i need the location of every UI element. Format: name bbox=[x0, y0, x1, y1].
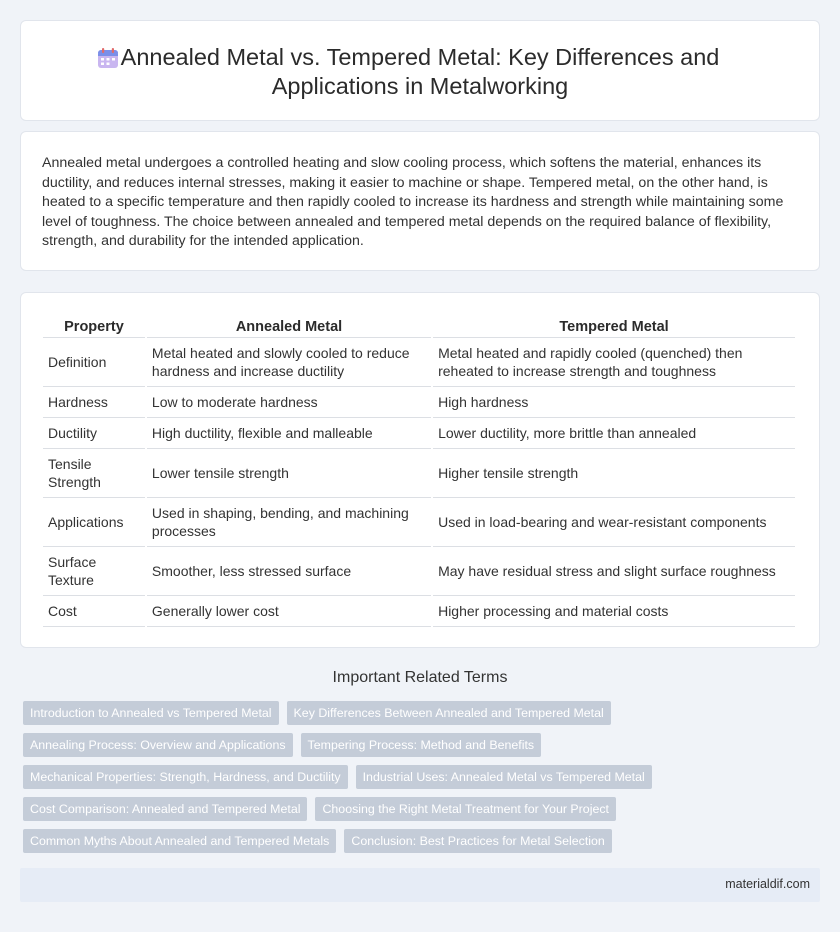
tempered-cell: High hardness bbox=[433, 387, 795, 418]
annealed-cell: Used in shaping, bending, and machining processes bbox=[147, 498, 431, 547]
table-header-row bbox=[43, 311, 795, 338]
related-tag-link[interactable]: Tempering Process: Method and Benefits bbox=[301, 733, 542, 757]
property-cell: Cost bbox=[43, 596, 145, 627]
related-tag-link[interactable]: Industrial Uses: Annealed Metal vs Tempered Metal bbox=[356, 765, 652, 789]
annealed-cell: Smoother, less stressed surface bbox=[147, 547, 431, 596]
related-terms-section bbox=[0, 669, 840, 687]
annealed-cell: Lower tensile strength bbox=[147, 449, 431, 498]
annealed-cell: Generally lower cost bbox=[147, 596, 431, 627]
table-row bbox=[43, 449, 795, 498]
table-row bbox=[43, 418, 795, 449]
related-tag-link[interactable]: Cost Comparison: Annealed and Tempered Metal bbox=[23, 797, 307, 821]
annealed-cell: High ductility, flexible and malleable bbox=[147, 418, 431, 449]
related-tag-link[interactable]: Key Differences Between Annealed and Tempered Metal bbox=[287, 701, 611, 725]
related-tag-link[interactable]: Choosing the Right Metal Treatment for Your Project bbox=[315, 797, 616, 821]
property-cell: Hardness bbox=[43, 387, 145, 418]
related-tag-link[interactable]: Conclusion: Best Practices for Metal Selection bbox=[344, 829, 611, 853]
intro-card bbox=[20, 131, 820, 271]
tempered-cell: Metal heated and rapidly cooled (quenched) then reheated to increase strength and toughness bbox=[433, 338, 795, 387]
tag-row bbox=[23, 829, 823, 853]
tag-row bbox=[23, 797, 823, 821]
related-tags bbox=[23, 701, 823, 861]
property-cell: Tensile Strength bbox=[43, 449, 145, 498]
header-property: Property bbox=[43, 311, 145, 338]
related-terms-title: Important Related Terms bbox=[332, 669, 508, 686]
tag-row bbox=[23, 701, 823, 725]
tempered-cell: May have residual stress and slight surface roughness bbox=[433, 547, 795, 596]
table-row bbox=[43, 596, 795, 627]
comparison-table bbox=[41, 311, 797, 627]
related-tag-link[interactable]: Annealing Process: Overview and Applications bbox=[23, 733, 293, 757]
property-cell: Definition bbox=[43, 338, 145, 387]
page-title: Annealed Metal vs. Tempered Metal: Key Differences and Applications in Metalworking bbox=[120, 44, 720, 99]
comparison-table-card bbox=[20, 292, 820, 648]
tag-row bbox=[23, 733, 823, 757]
table-row bbox=[43, 498, 795, 547]
table-row bbox=[43, 547, 795, 596]
tempered-cell: Higher tensile strength bbox=[433, 449, 795, 498]
tempered-cell: Higher processing and material costs bbox=[433, 596, 795, 627]
intro-paragraph: Annealed metal undergoes a controlled heating and slow cooling process, which softens the material, enhances its ductility, and reduces internal stresses, making it easier to machine or shape. Tempered metal, on the other hand, is heated to a specific temperature and then rapidly cooled to increase its hardness and strength while maintaining some level of toughness. The choice between annealed and tempered metal depends on the required balance of flexibility, strength, and durability for the intended application. bbox=[42, 155, 784, 250]
property-cell: Surface Texture bbox=[43, 547, 145, 596]
header-card bbox=[20, 20, 820, 121]
property-cell: Ductility bbox=[43, 418, 145, 449]
tempered-cell: Used in load-bearing and wear-resistant components bbox=[433, 498, 795, 547]
footer bbox=[20, 868, 820, 902]
annealed-cell: Low to moderate hardness bbox=[147, 387, 431, 418]
related-tag-link[interactable]: Mechanical Properties: Strength, Hardness, and Ductility bbox=[23, 765, 348, 789]
property-cell: Applications bbox=[43, 498, 145, 547]
tag-row bbox=[23, 765, 823, 789]
related-tag-link[interactable]: Common Myths About Annealed and Tempered Metals bbox=[23, 829, 336, 853]
header-annealed: Annealed Metal bbox=[147, 311, 431, 338]
tempered-cell: Lower ductility, more brittle than annealed bbox=[433, 418, 795, 449]
annealed-cell: Metal heated and slowly cooled to reduce hardness and increase ductility bbox=[147, 338, 431, 387]
related-tag-link[interactable]: Introduction to Annealed vs Tempered Metal bbox=[23, 701, 279, 725]
table-row bbox=[43, 387, 795, 418]
footer-site-link[interactable]: materialdif.com bbox=[725, 877, 810, 891]
table-row bbox=[43, 338, 795, 387]
header-tempered: Tempered Metal bbox=[433, 311, 795, 338]
